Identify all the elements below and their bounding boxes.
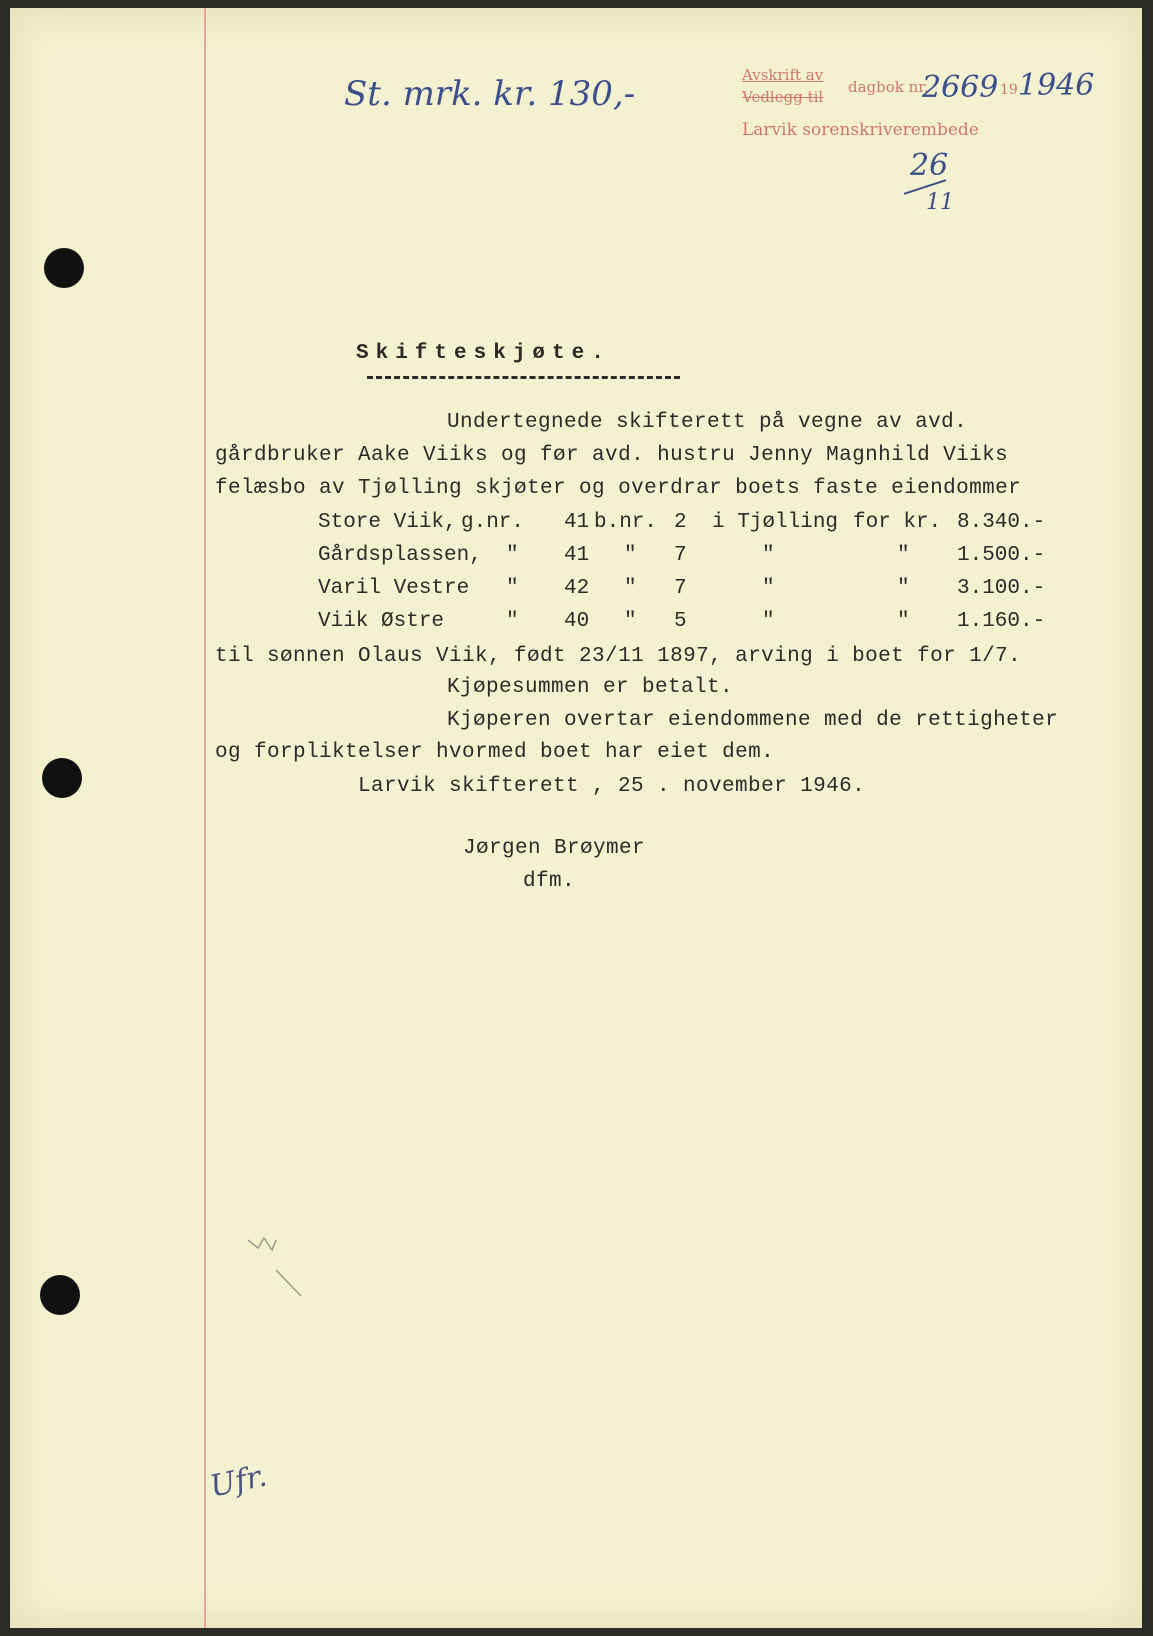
property-price: 1.160.- bbox=[957, 610, 1046, 633]
property-name: Varil Vestre bbox=[318, 577, 470, 600]
price-label: " bbox=[897, 544, 910, 567]
margin-rule bbox=[204, 8, 206, 1628]
price-label: " bbox=[897, 577, 910, 600]
price-label: for kr. bbox=[853, 511, 942, 534]
stamp-office: Larvik sorenskriverembede bbox=[742, 120, 979, 140]
bnr-value: 7 bbox=[674, 577, 687, 600]
bnr-label: " bbox=[624, 544, 637, 567]
punch-hole bbox=[42, 758, 82, 798]
punch-hole bbox=[40, 1275, 80, 1315]
document-page bbox=[10, 8, 1142, 1628]
property-name: Viik Østre bbox=[318, 610, 445, 633]
gnr-label: " bbox=[506, 544, 519, 567]
signatory-title: dfm. bbox=[523, 870, 576, 893]
stamp-vedlegg: Vedlegg til bbox=[742, 88, 824, 106]
property-place: i Tjølling bbox=[712, 511, 839, 534]
rights-line: og forpliktelser hvormed boet har eiet dem. bbox=[215, 741, 775, 764]
paid-line: Kjøpesummen er betalt. bbox=[447, 676, 734, 699]
gnr-label: " bbox=[506, 577, 519, 600]
bnr-value: 2 bbox=[674, 511, 687, 534]
price-label: " bbox=[897, 610, 910, 633]
bnr-label: " bbox=[624, 577, 637, 600]
intro-line: Undertegnede skifterett på vegne av avd. bbox=[447, 411, 968, 434]
initials: Ufr. bbox=[206, 1458, 270, 1505]
bnr-value: 5 bbox=[674, 610, 687, 633]
stamp-avskrift: Avskrift av bbox=[742, 66, 824, 84]
property-name: Gårdsplassen, bbox=[318, 544, 482, 567]
rights-line: Kjøperen overtar eiendommene med de rettigheter bbox=[447, 709, 1059, 732]
bnr-value: 7 bbox=[674, 544, 687, 567]
gnr-value: 41 bbox=[564, 544, 590, 567]
property-name: Store Viik, bbox=[318, 511, 457, 534]
property-place: " bbox=[762, 610, 775, 633]
dagbok-number: 2669 bbox=[922, 70, 999, 105]
date-month: 11 bbox=[926, 190, 954, 215]
gnr-value: 42 bbox=[564, 577, 590, 600]
heir-line: til sønnen Olaus Viik, født 23/11 1897, arving i boet for 1/7. bbox=[215, 645, 1022, 668]
stamp-dagbok-label: dagbok nr. bbox=[848, 78, 929, 96]
gnr-value: 41 bbox=[564, 511, 590, 534]
bnr-label: " bbox=[624, 610, 637, 633]
gnr-label: " bbox=[506, 610, 519, 633]
property-place: " bbox=[762, 544, 775, 567]
property-price: 8.340.- bbox=[957, 511, 1046, 534]
property-price: 1.500.- bbox=[957, 544, 1046, 567]
title-underline bbox=[367, 376, 680, 379]
stamp-year-prefix: 19 bbox=[1000, 82, 1018, 98]
document-title: Skifteskjøte. bbox=[356, 342, 611, 365]
gnr-value: 40 bbox=[564, 610, 590, 633]
date-day: 26 bbox=[910, 148, 949, 183]
place-date: Larvik skifterett , 25 . november 1946. bbox=[358, 775, 866, 798]
gnr-label: g.nr. bbox=[461, 511, 525, 534]
punch-hole bbox=[44, 248, 84, 288]
bnr-label: b.nr. bbox=[594, 511, 658, 534]
property-place: " bbox=[762, 577, 775, 600]
intro-line: felæsbo av Tjølling skjøter og overdrar boets faste eiendommer bbox=[215, 477, 1022, 500]
intro-line: gårdbruker Aake Viiks og før avd. hustru Jenny Magnhild Viiks bbox=[215, 444, 1009, 467]
pencil-mark bbox=[246, 1230, 316, 1300]
stamp-year: 1946 bbox=[1018, 68, 1095, 103]
property-price: 3.100.- bbox=[957, 577, 1046, 600]
fee-note: St. mrk. kr. 130,- bbox=[344, 74, 636, 114]
signatory-name: Jørgen Brøymer bbox=[463, 837, 646, 860]
